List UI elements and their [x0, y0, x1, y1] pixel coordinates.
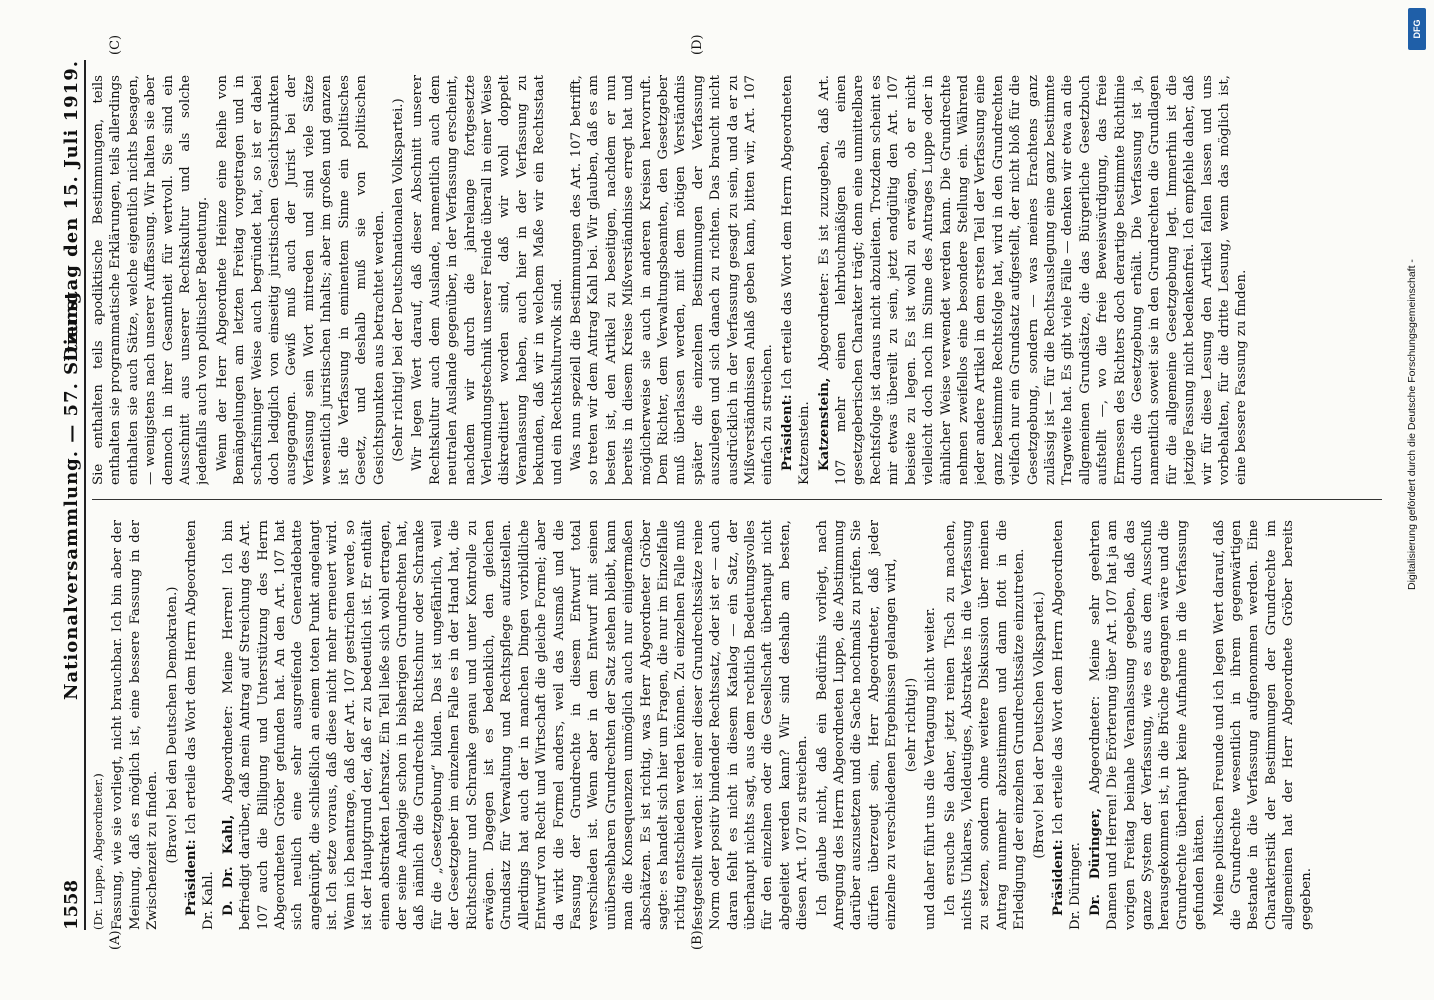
- speech-paragraph: [220, 520, 812, 930]
- paragraph: Abgeordneter: Es ist zuzugeben, daß Art. 107 mehr einen lehrbuchmäßigen als einen gesetzgeberischen Charakter trägt; denn eine unmittelbare Rechtsfolge ist daraus nicht abzuleiten. Trotzdem scheint es mir etwas übereilt zu sein, jetzt endgültig den Art. 107 beiseite zu legen. Es ist wohl zu erwägen, ob er nicht vielleicht doch noch im Sinne des Antrages Luppe oder in ähnlicher Weise verwendet werden kann. Die Grundrechte nehmen zweifellos eine besondere Stellung ein. Während jeder andere Artikel in dem ersten Teil der Verfassung eine ganz bestimmte Rechtsfolge hat, wird in den Grundrechten vielfach nur ein Grundsatz aufgestellt, der nicht bloß für die Gesetzgebung, sondern — was meines Erachtens ganz zulässig ist — für die Rechtsauslegung eine ganz bestimmte Tragweite hat. Es gibt viele Fälle — denken wir etwa an die allgemeinen Grundsätze, die das Bürgerliche Gesetzbuch aufstellt —, wo die freie Beweiswürdigung, das freie Ermessen des Richters doch derartige bestimmte Richtlinie durch die Gesetzgebung erhält. Die Verfassung ist ja, namentlich soweit sie in den Grundrechten die Grundlagen für die allgemeine Gesetzgebung legt. Immerhin ist die jetzige Fassung nicht bedenkenfrei. Ich empfehle daher, daß wir für diese Lesung den Artikel fallen lassen und uns vorbehalten, für die dritte Lesung, wenn das möglich ist, eine bessere Fassung zu finden.: [816, 75, 1250, 485]
- margin-marker-d: (D): [690, 34, 705, 55]
- applause-note: (Bravo! bei den Deutschen Demokraten.): [164, 586, 180, 864]
- page-number: 1558: [61, 879, 82, 930]
- session-date: Dienstag den 15. Juli 1919.: [61, 60, 82, 362]
- president-paragraph: [183, 520, 218, 930]
- interjection: (sehr richtig!): [903, 677, 919, 773]
- speaker-name: Dr. Düringer,: [1087, 807, 1103, 916]
- paragraph: Meine politischen Freunde und ich legen Wert darauf, daß die Grundrechte wesentlich in ihrem gegenwärtigen Bestande in die Verfassung aufgenommen werden. Eine Charakteristik der Bestimmungen der Grundrechte im allgemeinen hat der Herr Abgeordnete Gröber bereits gegeben.: [1211, 520, 1314, 930]
- paragraph: Ich glaube nicht, daß ein Bedürfnis vorliegt, nach Anregung des Herrn Abgeordneten Luppe, die Abstimmung darüber auszusetzen und die Sache nochmals zu prüfen. Sie dürfen überzeugt sein, Herr Abgeordneter, daß jeder einzelne zu verschiedenen Ergebnissen gelangen wird,: [814, 520, 900, 930]
- applause-note: (Bravo! bei der Deutschen Volkspartei.): [1031, 591, 1047, 859]
- credit-text: Digitalisierung gefördert durch die Deutsche Forschungsgemeinschaft -: [1406, 259, 1418, 590]
- paragraph: Ich erteile das Wort dem Herrn Abgeordneten Katzenstein.: [779, 75, 813, 485]
- margin-marker-b: (B): [690, 930, 705, 950]
- page-header: [58, 60, 86, 930]
- paragraph: Ich ersuche Sie daher, jetzt reinen Tisch zu machen, nichts Unklares, Vieldeutiges, Abstraktes in die Verfassung zu setzen, sondern ohne weitere Diskussion über meinen Antrag nunmehr abzustimmen und dann flott in die Erledigung der einzelnen Grundrechtssätze einzutreten.: [942, 520, 1028, 930]
- president-paragraph: [779, 75, 814, 485]
- paragraph: Wir legen Wert darauf, daß dieser Abschnitt unserer Rechtskultur auch dem Auslande, namentlich auch dem neutralen Auslande gegenüber, in der Verfassung erscheint, nachdem wir durch die jahrelange fortgesetzte Verleumdungstechnik unserer Feinde überall in einer Weise diskreditiert worden sind, daß wir wohl doppelt Veranlassung haben, auch hier in der Verfassung zu bekunden, daß wir in welchem Maße wir ein Rechtsstaat und ein Rechtskulturvolk sind.: [410, 75, 565, 485]
- paragraph: Abgeordneter: Meine Herren! Ich bin befriedigt darüber, daß mein Antrag auf Streichung des Art. 107 auch die Billigung und Unterstützung des Herrn Abgeordneten Gröber gefunden hat. An den Art. 107 hat sich neulich eine sehr ausgreifende Generaldebatte angeknüpft, die schließlich an einem toten Punkt angelangt ist. Ich setze voraus, daß diese nicht mehr erneuert wird. Wenn ich beantrage, daß der Art. 107 gestrichen werde, so ist der Hauptgrund der, daß er zu bedeutlich ist. Er enthält einen abstrakten Lehrsatz. Ein Teil ließe sich wohl ertragen, der seine Analogie schon in bisherigen Grundrechten hat, daß nämlich die Grundrechte Richtschnur oder Schranke für die „Gesetzgebung“ bilden. Das ist ungefährlich, weil der Gesetzgeber im einzelnen Falle es in der Hand hat, die Richtschnur und Schranke genau und unter Kontrolle zu erwägen. Dagegen ist es bedenklich, den gleichen Grundsatz für Verwaltung und Rechtspflege aufzustellen. Allerdings hat auch der in manchen Dingen vorbildliche Entwurf von Recht und Wirtschaft die gleiche Formel; aber da wirkt die Formel anders, weil das Ausmaß und die Fassung der Grundrechte in diesem Entwurf total verschieden ist. Wenn aber in dem Entwurf mit seinen unübersehbaren Grundrechten der Satz stehen bleibt, kann man die Konsequenzen unmöglich auch nur einigermaßen abschätzen. Es ist richtig, was Herr Abgeordneter Gröber sagte: es handelt sich hier um Fragen, die nur im Einzelfalle richtig entschieden werden können. Zu einzelnen Falle muß festgestellt werden: ist einer dieser Grundrechtssätze reine Norm oder positiv bindender Rechtssatz, oder ist er — auch daran fehlt es nicht in diesem Katalog — ein Satz, der überhaupt nichts sagt, aus dem rechtlich Bedeutungsvolles für den einzelnen oder die Gesellschaft überhaupt nicht abgeleitet werden kann? Wir sind deshalb am besten, diesen Art. 107 zu streichen.: [220, 520, 811, 930]
- paragraph: Was nun speziell die Bestimmungen des Art. 107 betrifft, so treten wir dem Antrag Kahl bei. Wir glauben, daß es am besten ist, den Artikel zu beseitigen, nachdem er nun bereits in diesem Kreise Mißverständnisse erregt hat und möglicherweise sie auch in anderen Kreisen hervorruft. Dem Richter, dem Verwaltungsbeamten, den Gesetzgeber muß überlassen werden, mit dem nötigen Verständnis später die einzelnen Bestimmungen der Verfassung auszulegen und sich danach zu richten. Das braucht nicht ausdrücklich in der Verfassung gesagt zu sein, und da er zu Mißverständnissen Anlaß geben kann, bitten wir, Art. 107 einfach zu streichen.: [568, 75, 776, 485]
- margin-marker-a: (A): [108, 930, 123, 950]
- president-label: Präsident:: [184, 839, 200, 916]
- paragraph: und daher führt uns die Vertagung nicht weiter.: [923, 607, 939, 930]
- president-paragraph: [1050, 520, 1085, 930]
- paragraph: Ich erteile das Wort dem Herrn Abgeordneten Dr. Kahl.: [184, 520, 217, 930]
- left-column: [90, 520, 1390, 930]
- right-column: [90, 75, 1390, 485]
- paragraph: Fassung, wie sie vorliegt, nicht brauchbar. Ich bin aber der Meinung, daß es möglich ist, eine bessere Fassung in der Zwischenzeit zu finden.: [110, 520, 161, 930]
- speech-paragraph: [816, 75, 1251, 485]
- speaker-continuation: (Dr. Luppe, Abgeordneter.): [91, 773, 105, 930]
- assembly-title: Nationalversammlung. — 57. Sitzung.: [61, 283, 82, 700]
- speech-paragraph: [1087, 520, 1209, 930]
- column-divider: [92, 499, 1382, 500]
- paragraph: Sie enthalten teils apodiktische Bestimmungen, teils enthalten sie programmatische Erklärungen, teils allerdings enthalten sie auch Sätze, welche eigentlich nichts besagen, — wenigstens nach unserer Auffassung. Wir halten sie aber dennoch in ihrer Gesamtheit für wertvoll. Sie sind ein Ausschnitt aus unserer Rechtskultur und als solche jedenfalls auch von politischer Bedeutung.: [91, 75, 211, 485]
- digitization-credit: [1406, 0, 1430, 1000]
- paragraph: Ich erteile das Wort dem Herrn Abgeordneten Dr. Düringer.: [1050, 520, 1084, 930]
- president-label: Präsident:: [1050, 839, 1066, 916]
- margin-marker-c: (C): [108, 34, 123, 55]
- speaker-name: D. Dr. Kahl,: [220, 814, 236, 916]
- speaker-name: Katzenstein,: [816, 377, 832, 471]
- applause-note: (Sehr richtig! bei der Deutschnationalen Volkspartei.): [390, 98, 406, 462]
- paragraph: Wenn der Herr Abgeordnete Heinze eine Reihe von Bemängelungen am letzten Freitag vorgetragen und in scharfsinniger Weise auch begründet hat, so ist er dabei doch lediglich von einseitig juristischen Gesichtspunkten ausgegangen. Gewiß muß auch der Jurist bei der Verfassung sein Wort mitreden und sind viele Sätze wesentlich juristischen Inhalts; aber im großen und ganzen ist die Verfassung in eminentem Sinne ein politisches Gesetz, und deshalb muß sie von politischen Gesichtspunkten aus betrachtet werden.: [214, 75, 387, 485]
- president-label: Präsident:: [779, 394, 795, 471]
- paragraph: Abgeordneter: Meine sehr geehrten Damen und Herren! Die Erörterung über Art. 107 hat ja am vorigen Freitag beinahe Veranlassung gegeben, daß das ganze System der Verfassung, wie es aus dem Ausschuß herausgekommen ist, in die Brüche gegangen wäre und die Grundrechte überhaupt keine Aufnahme in die Verfassung gefunden hätten.: [1087, 520, 1208, 930]
- dfg-logo-text: DFG: [1412, 19, 1422, 39]
